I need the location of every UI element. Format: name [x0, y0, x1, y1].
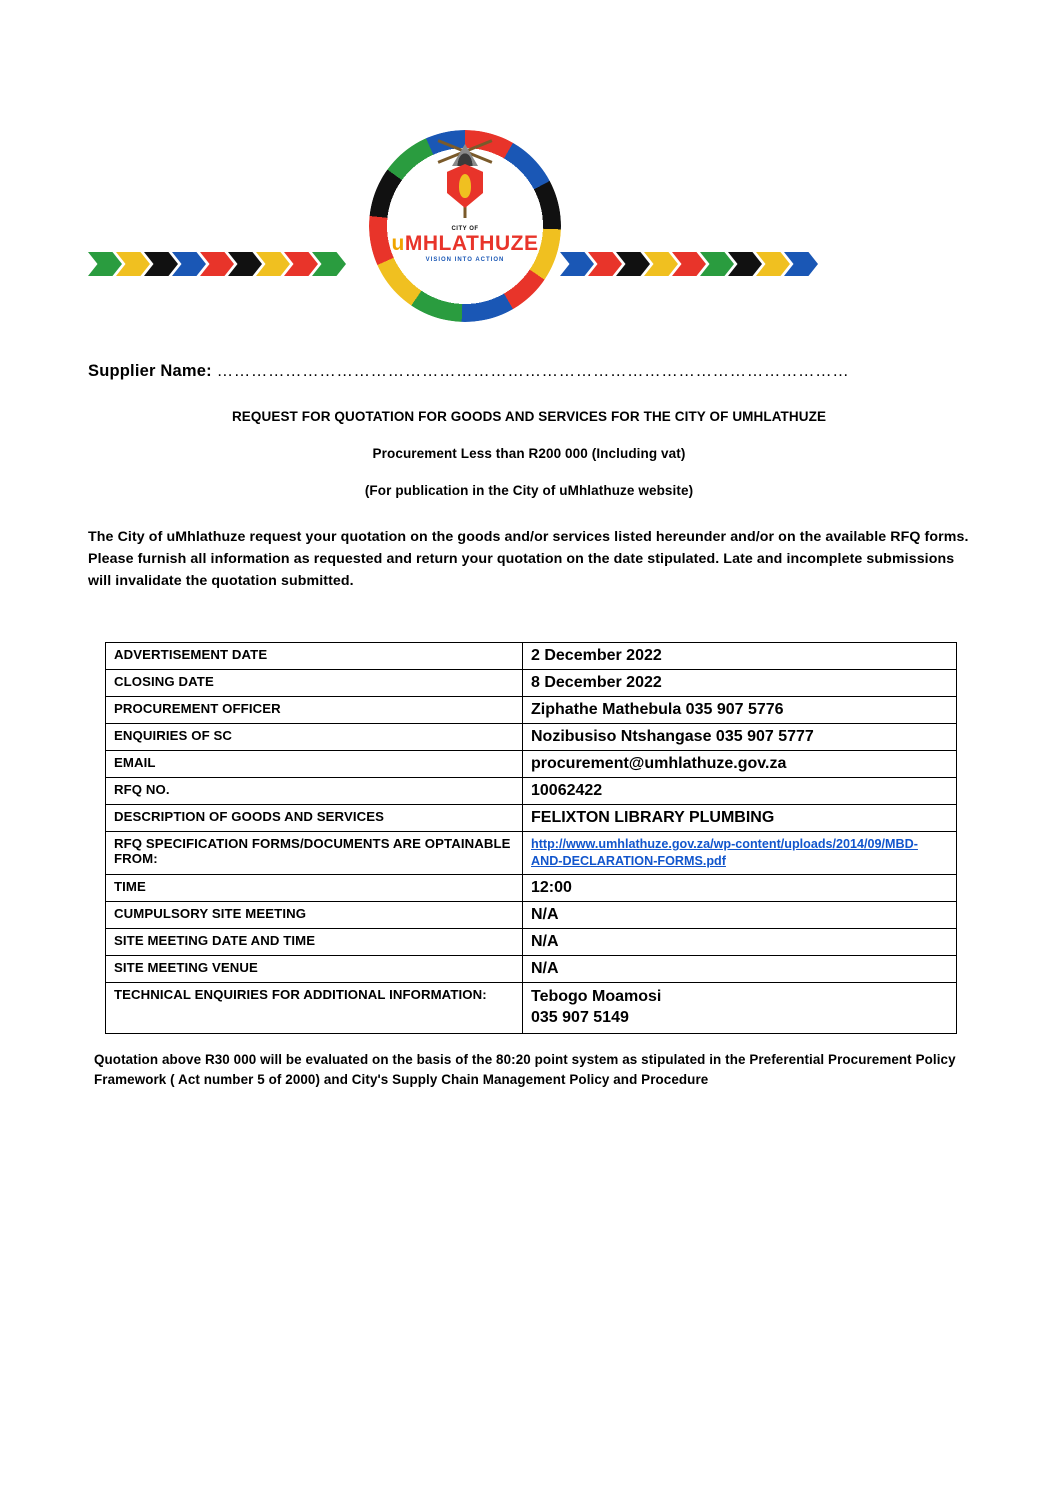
row-value-compulsory-site-meeting: N/A	[523, 902, 957, 929]
table-row	[106, 832, 957, 875]
logo-wordmark	[385, 233, 545, 254]
table-row	[106, 875, 957, 902]
row-label-time: TIME	[106, 875, 523, 902]
row-value-description: FELIXTON LIBRARY PLUMBING	[523, 805, 957, 832]
technical-contact-phone: 035 907 5149	[531, 1008, 629, 1026]
row-label-compulsory-site-meeting: CUMPULSORY SITE MEETING	[106, 902, 523, 929]
table-row	[106, 643, 957, 670]
umhlathuze-logo	[369, 130, 561, 322]
logo-city-label: CITY OF	[451, 226, 479, 232]
table-row	[106, 805, 957, 832]
row-value-site-meeting-date-time: N/A	[523, 929, 957, 956]
logo-tagline: VISION INTO ACTION	[425, 257, 505, 263]
rfq-details-table	[105, 642, 957, 1034]
row-label-technical-enquiries: TECHNICAL ENQUIRIES FOR ADDITIONAL INFORMATION:	[106, 983, 523, 1034]
table-row	[106, 697, 957, 724]
row-label-site-meeting-date-time: SITE MEETING DATE AND TIME	[106, 929, 523, 956]
row-label-advertisement-date: ADVERTISEMENT DATE	[106, 643, 523, 670]
row-value-site-meeting-venue: N/A	[523, 956, 957, 983]
logo-wordmark-rest: MHLATHUZE	[404, 232, 539, 255]
table-row	[106, 902, 957, 929]
row-value-rfq-no: 10062422	[523, 778, 957, 805]
coat-of-arms-icon	[428, 146, 502, 224]
supplier-name-colon: :	[206, 362, 212, 380]
row-value-email: procurement@umhlathuze.gov.za	[523, 751, 957, 778]
supplier-name-field[interactable]: …………………………………………………………………………………………………	[216, 362, 850, 380]
table-row	[106, 983, 957, 1034]
table-row	[106, 929, 957, 956]
technical-contact-name: Tebogo Moamosi	[531, 988, 662, 1005]
row-label-procurement-officer: PROCUREMENT OFFICER	[106, 697, 523, 724]
row-value-technical-enquiries	[523, 983, 957, 1034]
table-row	[106, 956, 957, 983]
supplier-name-line	[88, 362, 970, 381]
table-row	[106, 670, 957, 697]
row-value-procurement-officer: Ziphathe Mathebula 035 907 5776	[523, 697, 957, 724]
table-row	[106, 778, 957, 805]
row-label-email: EMAIL	[106, 751, 523, 778]
row-label-closing-date: CLOSING DATE	[106, 670, 523, 697]
supplier-name-label: Supplier Name	[88, 362, 207, 380]
table-row	[106, 724, 957, 751]
row-value-enquiries-sc: Nozibusiso Ntshangase 035 907 5777	[523, 724, 957, 751]
logo-wordmark-prefix: u	[391, 232, 405, 255]
evaluation-footnote: Quotation above R30 000 will be evaluated on the basis of the 80:20 point system as stipulated in the Preferential Procurement Policy Framework ( Act number 5 of 2000) and City's Supply Chain Management Policy and Procedure	[94, 1051, 956, 1087]
document-title: REQUEST FOR QUOTATION FOR GOODS AND SERVICES FOR THE CITY OF UMHLATHUZE	[231, 409, 827, 424]
row-label-enquiries-sc: ENQUIRIES OF SC	[106, 724, 523, 751]
chevron-strip-left	[88, 252, 378, 276]
logo-inner	[385, 146, 545, 263]
row-value-specification-forms[interactable]	[523, 832, 957, 875]
row-label-specification-forms: RFQ SPECIFICATION FORMS/DOCUMENTS ARE OPTAINABLE FROM:	[106, 832, 523, 875]
chevron-strip-right	[560, 252, 855, 276]
document-publication-note: (For publication in the City of uMhlathuze website)	[364, 483, 694, 498]
row-label-site-meeting-venue: SITE MEETING VENUE	[106, 956, 523, 983]
row-value-closing-date: 8 December 2022	[523, 670, 957, 697]
intro-paragraph: The City of uMhlathuze request your quotation on the goods and/or services listed hereunder and/or on the available RFQ forms. Please furnish all information as requested and return your quotation on the date stipulated. Late and incomplete submissions will invalidate the quotation submitted.	[88, 529, 969, 589]
row-label-description: DESCRIPTION OF GOODS AND SERVICES	[106, 805, 523, 832]
specification-forms-link[interactable]: http://www.umhlathuze.gov.za/wp-content/uploads/2014/09/MBD-AND-DECLARATION-FORMS.pdf	[531, 837, 918, 868]
table-row	[106, 751, 957, 778]
row-label-rfq-no: RFQ NO.	[106, 778, 523, 805]
document-subtitle: Procurement Less than R200 000 (Including vat)	[372, 446, 686, 461]
document-body	[0, 362, 1058, 1090]
letterhead	[0, 0, 1058, 300]
row-value-time: 12:00	[523, 875, 957, 902]
row-value-advertisement-date: 2 December 2022	[523, 643, 957, 670]
